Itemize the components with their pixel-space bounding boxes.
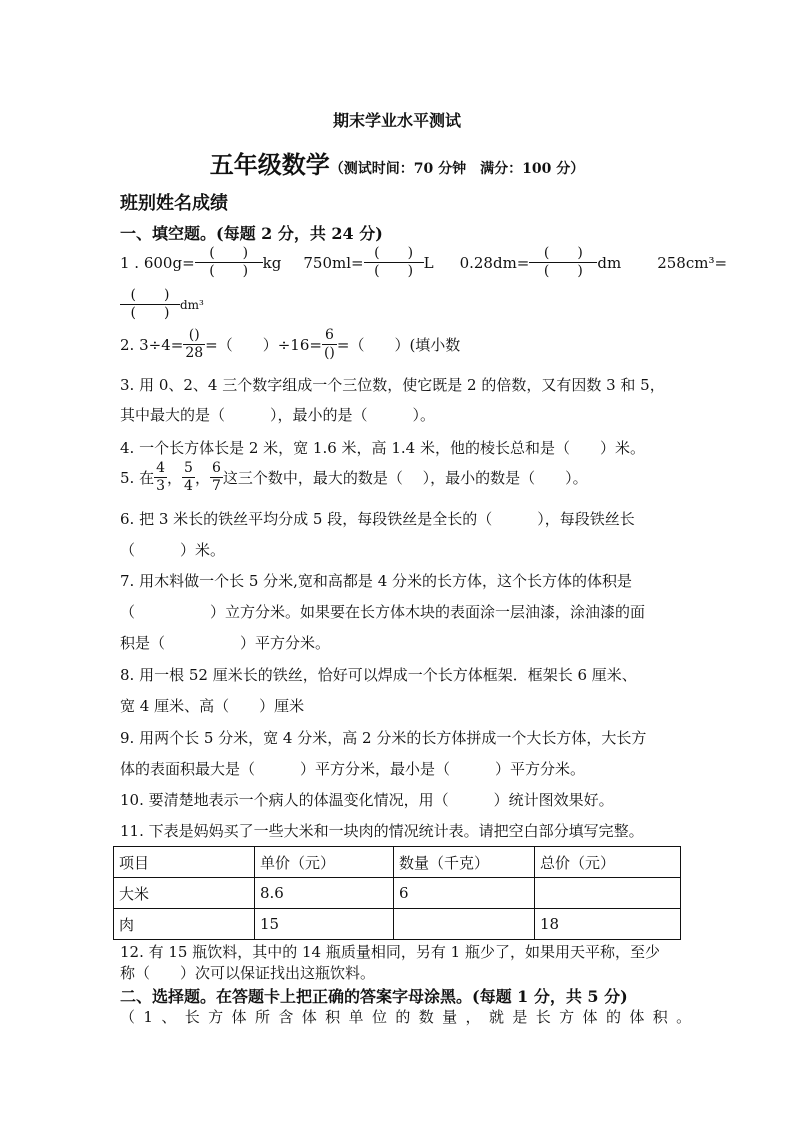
- table-cell: 6: [394, 878, 535, 909]
- fraction-denominator: ( ): [529, 262, 597, 280]
- fraction-blank-28: [183, 327, 205, 362]
- q5-separator: ，: [194, 469, 210, 487]
- fraction-numerator: 6: [211, 460, 221, 476]
- fraction-numerator: 6: [324, 327, 334, 343]
- fraction-g-kg: [195, 245, 263, 280]
- exam-subtitle: [0, 145, 794, 180]
- section2-question-1: （1、长方体所含体积单位的数量，就是长方体的体积。: [120, 1008, 700, 1026]
- purchase-table: [113, 846, 681, 940]
- q2-prefix: 2. 3÷4=: [120, 335, 184, 354]
- table-cell: 大米: [114, 878, 255, 909]
- fraction-4-3: [154, 460, 167, 495]
- q1-part2: 750ml=: [303, 253, 364, 272]
- fraction-6-7: [210, 460, 223, 495]
- question-12-line1: 12. 有 15 瓶饮料，其中的 14 瓶质量相同，另有 1 瓶少了，如果用天平称，至少: [120, 943, 660, 961]
- fraction-denominator: ( ): [195, 262, 263, 280]
- fraction-denominator: ( ): [364, 262, 424, 280]
- student-info-line: 班别姓名成绩: [120, 193, 228, 214]
- table-row: [114, 909, 681, 940]
- q2-tail: =（ ）(填小数: [336, 336, 461, 354]
- fraction-numerator: 5: [184, 460, 193, 476]
- unit-dm: dm: [597, 253, 622, 272]
- question-8-line2: 宽 4 厘米、高（ ）厘米: [120, 697, 305, 715]
- unit-dm3: dm³: [180, 297, 204, 312]
- fraction-numerator: ( ): [374, 245, 414, 261]
- unit-kg: kg: [262, 253, 282, 272]
- question-9-line2: 体的表面积最大是（ ）平方分米，最小是（ ）平方分米。: [120, 760, 586, 778]
- fraction-ml-l: [364, 245, 424, 280]
- fraction-denominator: ( ): [120, 304, 180, 322]
- table-cell: 18: [535, 909, 681, 940]
- table-header-cell: 项目: [114, 847, 255, 878]
- fraction-numerator: ( ): [543, 245, 583, 261]
- table-header-cell: 总价（元）: [535, 847, 681, 878]
- subject-title: 五年级数学: [209, 150, 330, 179]
- q5-separator: ，: [167, 469, 183, 487]
- question-6-line2: （ ）米。: [120, 541, 226, 559]
- question-7-line2: （ ）立方分米。如果要在长方体木块的表面涂一层油漆，涂油漆的面: [120, 603, 646, 621]
- unit-l: L: [423, 253, 434, 272]
- question-5: [120, 460, 588, 495]
- time-score-note: （测试时间：70 分钟 满分：100 分）: [329, 161, 585, 177]
- section2-heading: 二、选择题。在答题卡上把正确的答案字母涂黑。(每题 1 分，共 5 分): [120, 987, 628, 1006]
- fraction-denominator: 3: [156, 478, 166, 494]
- q2-middle: =（ ）÷16=: [205, 336, 322, 354]
- table-cell: 肉: [114, 909, 255, 940]
- fraction-cm3-dm3: [120, 287, 180, 322]
- question-3-line2: 其中最大的是（ ），最小的是（ ）。: [120, 406, 436, 424]
- fraction-5-4: [182, 460, 195, 495]
- question-7-line1: 7. 用木料做一个长 5 分米,宽和高都是 4 分米的长方体，这个长方体的体积是: [120, 572, 633, 590]
- q1-prefix: 1 . 600g=: [120, 253, 195, 272]
- q5-prefix: 5. 在: [120, 469, 155, 487]
- fraction-numerator: 4: [156, 460, 166, 476]
- question-7-line3: 积是（ ）平方分米。: [120, 634, 331, 652]
- question-2: [120, 327, 460, 362]
- fraction-numerator: ( ): [209, 245, 249, 261]
- fraction-denominator: 7: [211, 478, 221, 494]
- table-header-cell: 单价（元）: [255, 847, 394, 878]
- question-9-line1: 9. 用两个长 5 分米，宽 4 分米，高 2 分米的长方体拼成一个大长方体，大长方: [120, 729, 647, 747]
- fraction-numerator: (): [188, 327, 200, 343]
- question-1: [120, 245, 727, 280]
- question-6-line1: 6. 把 3 米长的铁丝平均分成 5 段，每段铁丝是全长的（ ），每段铁丝长: [120, 510, 635, 528]
- fraction-6-blank: [322, 327, 337, 362]
- fraction-denominator: 4: [184, 478, 193, 494]
- question-10: 10. 要清楚地表示一个病人的体温变化情况，用（ ）统计图效果好。: [120, 791, 614, 809]
- table-cell-blank[interactable]: [394, 909, 535, 940]
- question-4: 4. 一个长方体长是 2 米，宽 1.6 米，高 1.4 米，他的棱长总和是（ ）米。: [120, 439, 645, 457]
- table-row: [114, 878, 681, 909]
- table-cell-blank[interactable]: [535, 878, 681, 909]
- table-header-row: [114, 847, 681, 878]
- exam-title: 期末学业水平测试: [332, 111, 461, 130]
- table-cell: 8.6: [255, 878, 394, 909]
- fraction-denominator: (): [323, 345, 335, 361]
- question-1-continued: [120, 287, 204, 322]
- q5-tail: 这三个数中，最大的数是（ ），最小的数是（ ）。: [222, 469, 588, 487]
- table-cell: 15: [255, 909, 394, 940]
- table-header-cell: 数量（千克）: [394, 847, 535, 878]
- fraction-dm: [529, 245, 597, 280]
- question-8-line1: 8. 用一根 52 厘米长的铁丝，恰好可以焊成一个长方体框架．框架长 6 厘米、: [120, 666, 637, 684]
- q1-part3: 0.28dm=: [459, 253, 530, 272]
- section1-heading: 一、填空题。(每题 2 分，共 24 分): [120, 224, 383, 243]
- question-3-line1: 3. 用 0、2、4 三个数字组成一个三位数，使它既是 2 的倍数，又有因数 3 和 5，: [120, 376, 665, 394]
- question-12-line2: 称（ ）次可以保证找出这瓶饮料。: [120, 964, 376, 982]
- q1-part4: 258cm³=: [657, 253, 728, 272]
- question-11: 11. 下表是妈妈买了一些大米和一块肉的情况统计表。请把空白部分填写完整。: [120, 822, 644, 840]
- fraction-denominator: 28: [185, 345, 204, 361]
- fraction-numerator: ( ): [130, 287, 170, 303]
